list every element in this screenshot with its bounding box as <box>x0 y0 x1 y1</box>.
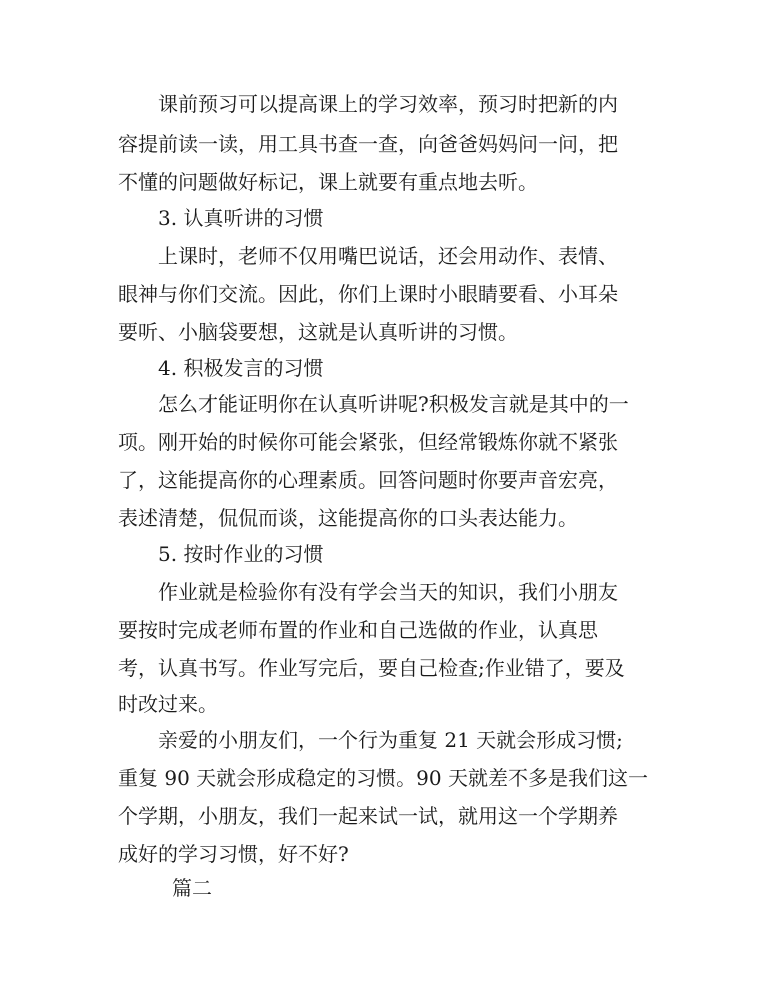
paragraph-4-line-3: 考，认真书写。作业写完后，要自己检查;作业错了，要及 <box>118 656 625 680</box>
paragraph-1-line-1: 课前预习可以提高课上的学习效率，预习时把新的内 <box>158 92 618 116</box>
paragraph-5-line-3: 个学期，小朋友，我们一起来试一试，就用这一个学期养 <box>118 804 618 828</box>
paragraph-3-line-4: 表述清楚，侃侃而谈，这能提高你的口头表达能力。 <box>118 506 578 530</box>
heading-listening-habit: 3. 认真听讲的习惯 <box>158 206 324 230</box>
paragraph-3-line-2: 项。刚开始的时候你可能会紧张，但经常锻炼你就不紧张 <box>118 430 618 454</box>
paragraph-1-line-2: 容提前读一读，用工具书查一查，向爸爸妈妈问一问，把 <box>118 132 618 156</box>
paragraph-5-line-4: 成好的学习习惯，好不好? <box>118 842 349 866</box>
paragraph-2-line-2: 眼神与你们交流。因此，你们上课时小眼睛要看、小耳朵 <box>118 282 618 306</box>
paragraph-3-line-1: 怎么才能证明你在认真听讲呢?积极发言就是其中的一 <box>158 392 629 416</box>
paragraph-3-line-3: 了，这能提高你的心理素质。回答问题时你要声音宏亮， <box>118 468 618 492</box>
section-title-part-two: 篇二 <box>172 876 212 900</box>
paragraph-2-line-3: 要听、小脑袋要想，这就是认真听讲的习惯。 <box>118 320 518 344</box>
heading-homework-habit: 5. 按时作业的习惯 <box>158 542 324 566</box>
paragraph-4-line-2: 要按时完成老师布置的作业和自己选做的作业，认真思 <box>118 618 598 642</box>
paragraph-4-line-4: 时改过来。 <box>118 692 218 716</box>
heading-speaking-habit: 4. 积极发言的习惯 <box>158 356 324 380</box>
paragraph-4-line-1: 作业就是检验你有没有学会当天的知识，我们小朋友 <box>158 580 618 604</box>
paragraph-5-line-2: 重复 90 天就会形成稳定的习惯。90 天就差不多是我们这一 <box>118 766 648 790</box>
paragraph-1-line-3: 不懂的问题做好标记，课上就要有重点地去听。 <box>118 170 538 194</box>
paragraph-5-line-1: 亲爱的小朋友们，一个行为重复 21 天就会形成习惯; <box>158 728 623 752</box>
paragraph-2-line-1: 上课时，老师不仅用嘴巴说话，还会用动作、表情、 <box>158 244 618 268</box>
